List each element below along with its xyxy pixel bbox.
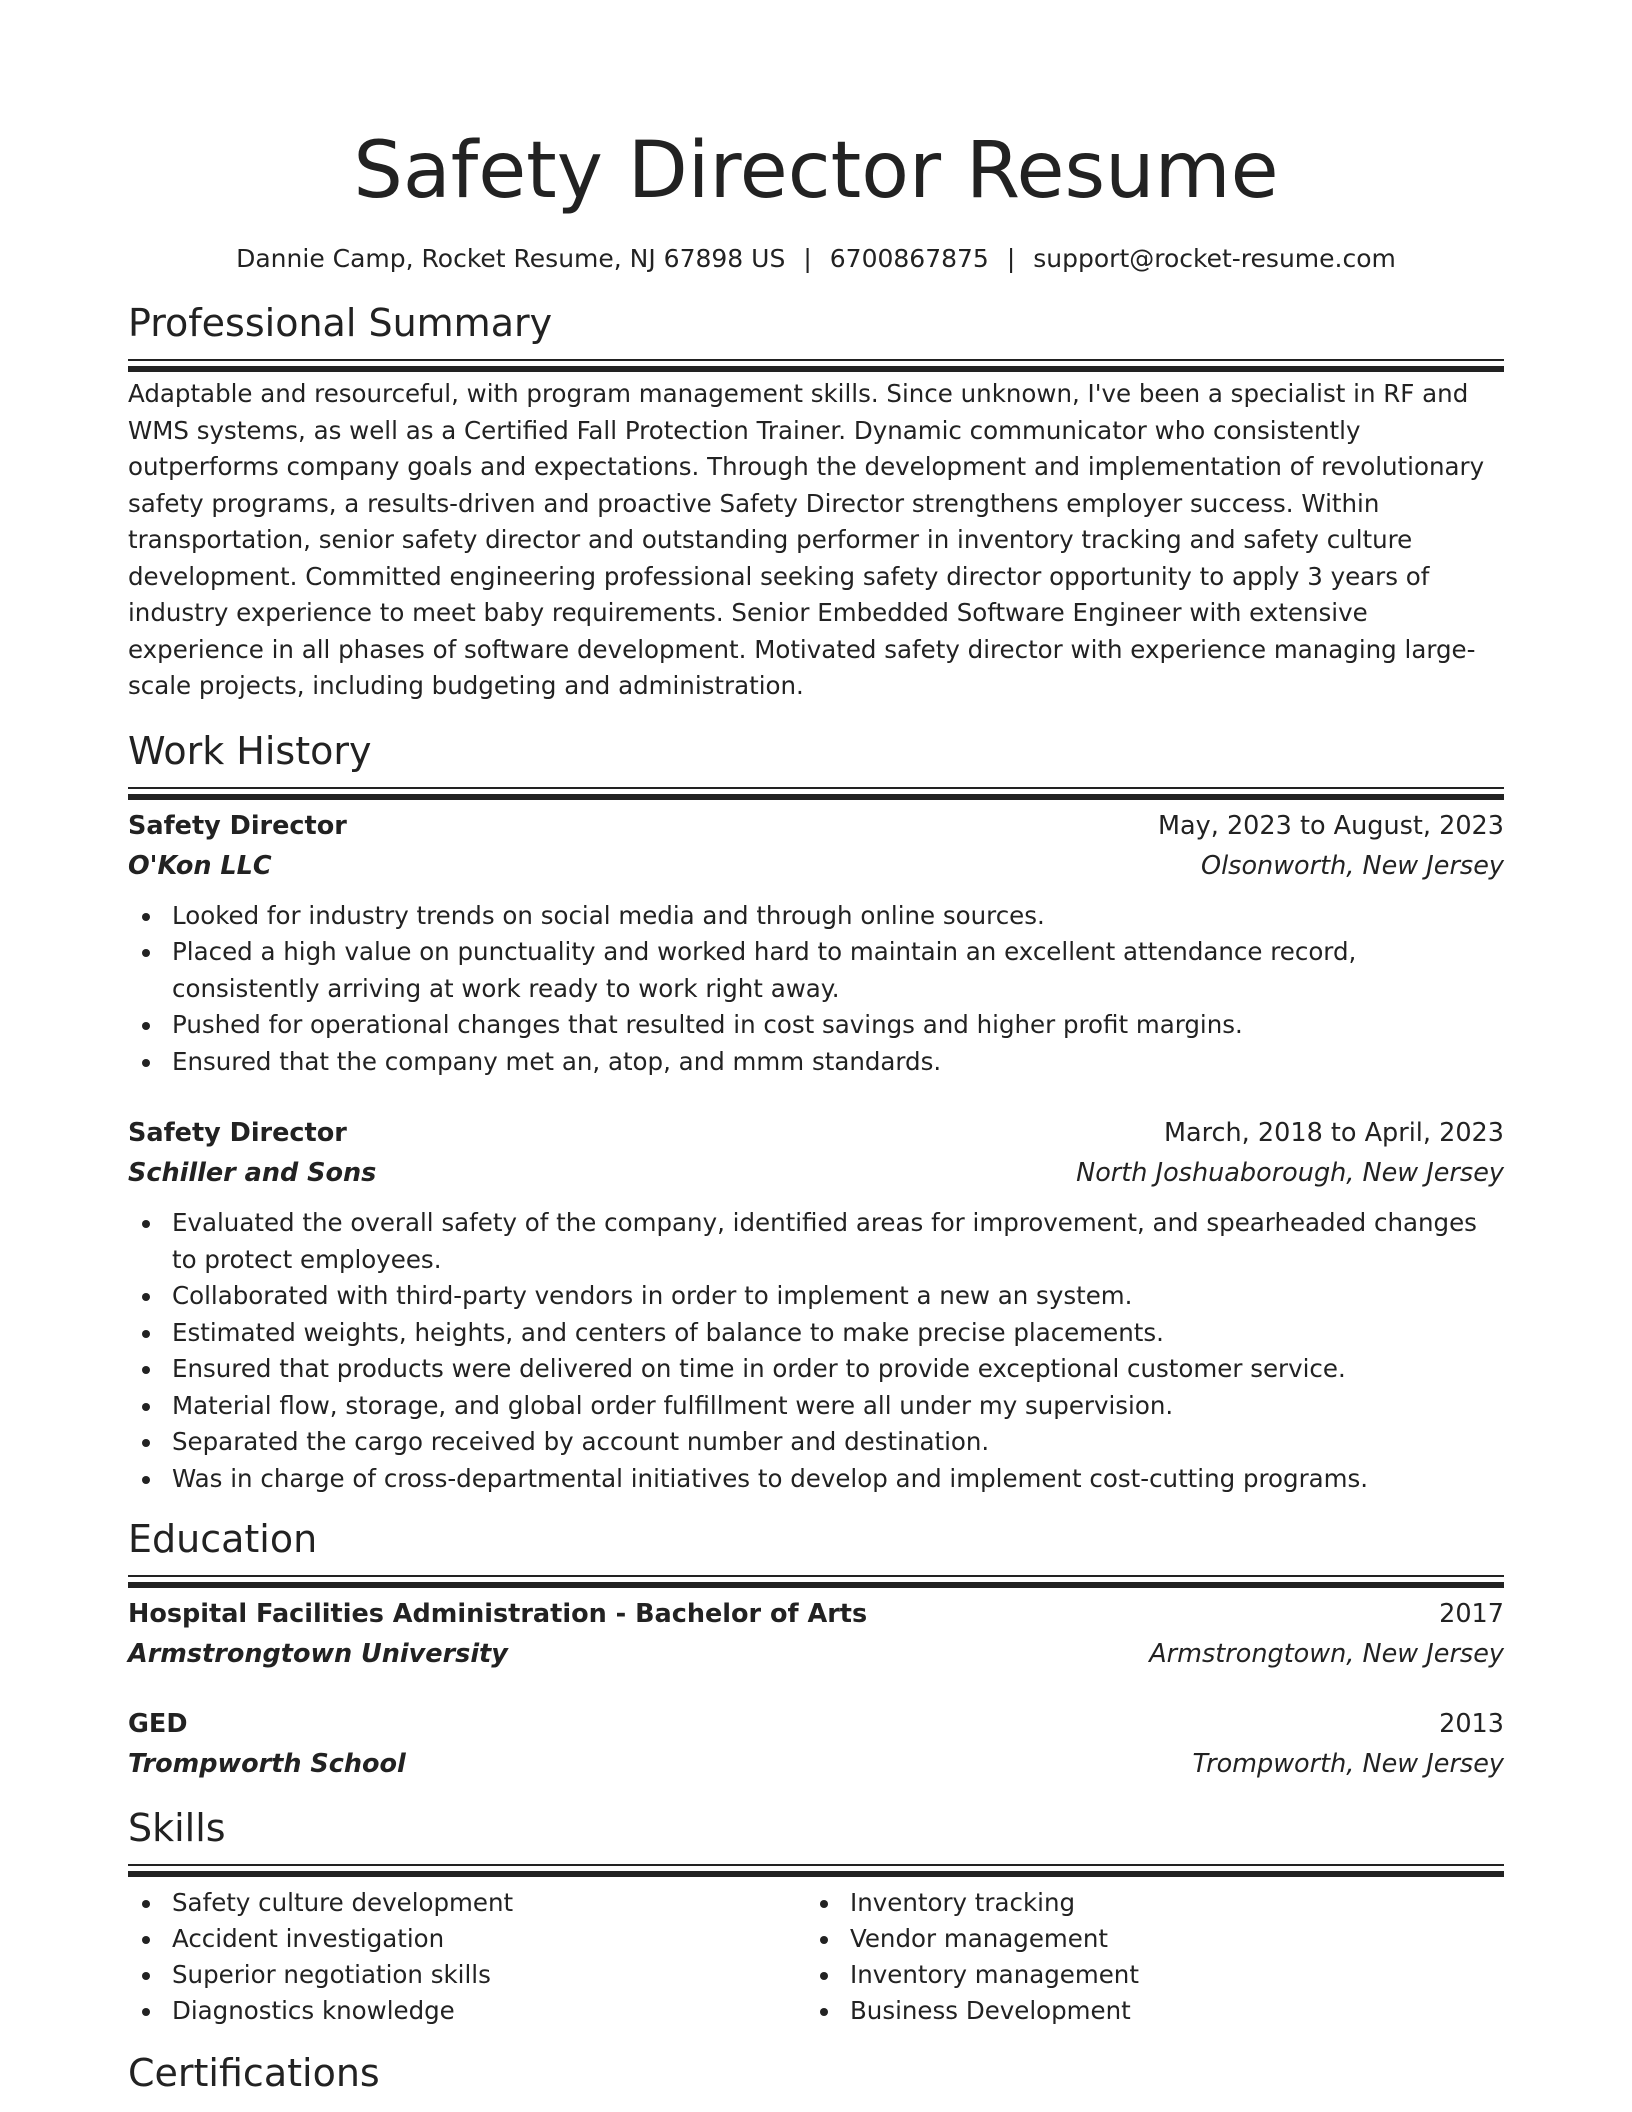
education-school: Trompworth School <box>128 1749 406 1779</box>
skill-item: Superior negotiation skills <box>128 1957 806 1993</box>
job-bullet: Collaborated with third-party vendors in order to implement a new an system. <box>128 1278 1504 1315</box>
skills-section <box>128 1804 1504 2029</box>
work-history-section <box>128 727 1504 1498</box>
skill-item: Diagnostics knowledge <box>128 1993 806 2029</box>
education-entry <box>128 1704 1504 1784</box>
job-entry <box>128 806 1504 1081</box>
job-dates: March, 2018 to April, 2023 <box>1163 1118 1504 1148</box>
section-divider <box>128 1575 1504 1582</box>
job-bullet: Ensured that products were delivered on time in order to provide exceptional customer service. <box>128 1351 1504 1388</box>
job-bullet: Looked for industry trends on social media and through online sources. <box>128 898 1504 935</box>
education-degree: GED <box>128 1709 188 1739</box>
skill-item: Inventory management <box>806 1957 1484 1993</box>
contact-phone: 6700867875 <box>829 244 989 273</box>
summary-text: Adaptable and resourceful, with program management skills. Since unknown, I've been a specialist in RF and WMS systems, as well as a Certified Fall Protection Trainer. Dynamic communicator who consistently outperforms company goals and expectations. Through the development and implementation of revolutionary safety programs, a results-driven and proactive Safety Director strengthens employer success. Within transportation, senior safety director and outstanding performer in inventory tracking and safety culture development. Committed engineering professional seeking safety director opportunity to apply 3 years of industry experience to meet baby requirements. Senior Embedded Software Engineer with extensive experience in all phases of software development. Motivated safety director with experience managing large-scale projects, including budgeting and administration. <box>128 379 1485 700</box>
resume-page <box>128 0 1504 2097</box>
job-dates: May, 2023 to August, 2023 <box>1158 810 1504 841</box>
job-bullet: Was in charge of cross-departmental initiatives to develop and implement cost-cutting programs. <box>128 1461 1504 1498</box>
skills-grid <box>128 1885 1504 2029</box>
section-heading-work-history: Work History <box>128 728 372 773</box>
education-section <box>128 1515 1504 1784</box>
job-bullet: Separated the cargo received by account number and destination. <box>128 1424 1504 1461</box>
job-bullet: Estimated weights, heights, and centers of balance to make precise placements. <box>128 1315 1504 1352</box>
job-bullets <box>128 898 1504 1081</box>
skill-item: Safety culture development <box>128 1885 806 1921</box>
job-title: Safety Director <box>128 1118 347 1148</box>
job-company: Schiller and Sons <box>128 1158 377 1188</box>
section-heading-summary: Professional Summary <box>128 301 553 345</box>
contact-email: support@rocket-resume.com <box>1033 244 1396 273</box>
skill-item: Inventory tracking <box>806 1885 1484 1921</box>
education-degree: Hospital Facilities Administration - Bachelor of Arts <box>128 1599 868 1629</box>
education-location: Trompworth, New Jersey <box>1192 1749 1504 1779</box>
skills-column-left <box>128 1885 806 2029</box>
job-bullet: Evaluated the overall safety of the company, identified areas for improvement, and spearheaded changes to protect employees. <box>128 1205 1504 1278</box>
section-heading-skills: Skills <box>128 1806 226 1850</box>
job-location: North Joshuaborough, New Jersey <box>1076 1158 1504 1188</box>
job-location: Olsonworth, New Jersey <box>1201 850 1504 881</box>
contact-separator: | <box>1006 244 1016 273</box>
section-divider <box>128 787 1504 794</box>
job-bullet: Placed a high value on punctuality and worked hard to maintain an excellent attendance record, consistently arriving at work ready to work right away. <box>128 934 1504 1007</box>
section-divider <box>128 359 1504 366</box>
job-bullet: Pushed for operational changes that resulted in cost savings and higher profit margins. <box>128 1007 1504 1044</box>
education-year: 2017 <box>1439 1599 1504 1629</box>
resume-title: Safety Director Resume <box>353 126 1279 216</box>
job-company: O'Kon LLC <box>128 850 272 881</box>
section-heading-education: Education <box>128 1517 318 1561</box>
section-divider <box>128 1864 1504 1871</box>
job-entry <box>128 1113 1504 1497</box>
education-location: Armstrongtown, New Jersey <box>1149 1639 1504 1669</box>
skill-item: Accident investigation <box>128 1921 806 1957</box>
summary-section <box>128 299 1504 705</box>
education-year: 2013 <box>1439 1709 1504 1739</box>
contact-line <box>128 241 1504 277</box>
skill-item: Vendor management <box>806 1921 1484 1957</box>
education-school: Armstrongtown University <box>128 1639 508 1669</box>
job-title: Safety Director <box>128 810 347 841</box>
contact-separator: | <box>803 244 812 273</box>
job-bullet: Material flow, storage, and global order fulfillment were all under my supervision. <box>128 1388 1504 1425</box>
section-heading-certifications: Certifications <box>128 2051 380 2095</box>
skill-item: Business Development <box>806 1993 1484 2029</box>
certifications-section <box>128 2049 1504 2097</box>
skills-column-right <box>806 1885 1484 2029</box>
contact-address: Dannie Camp, Rocket Resume, NJ 67898 US <box>236 244 786 273</box>
job-bullets <box>128 1205 1504 1497</box>
education-entry <box>128 1594 1504 1674</box>
job-bullet: Ensured that the company met an, atop, and mmm standards. <box>128 1044 1504 1081</box>
